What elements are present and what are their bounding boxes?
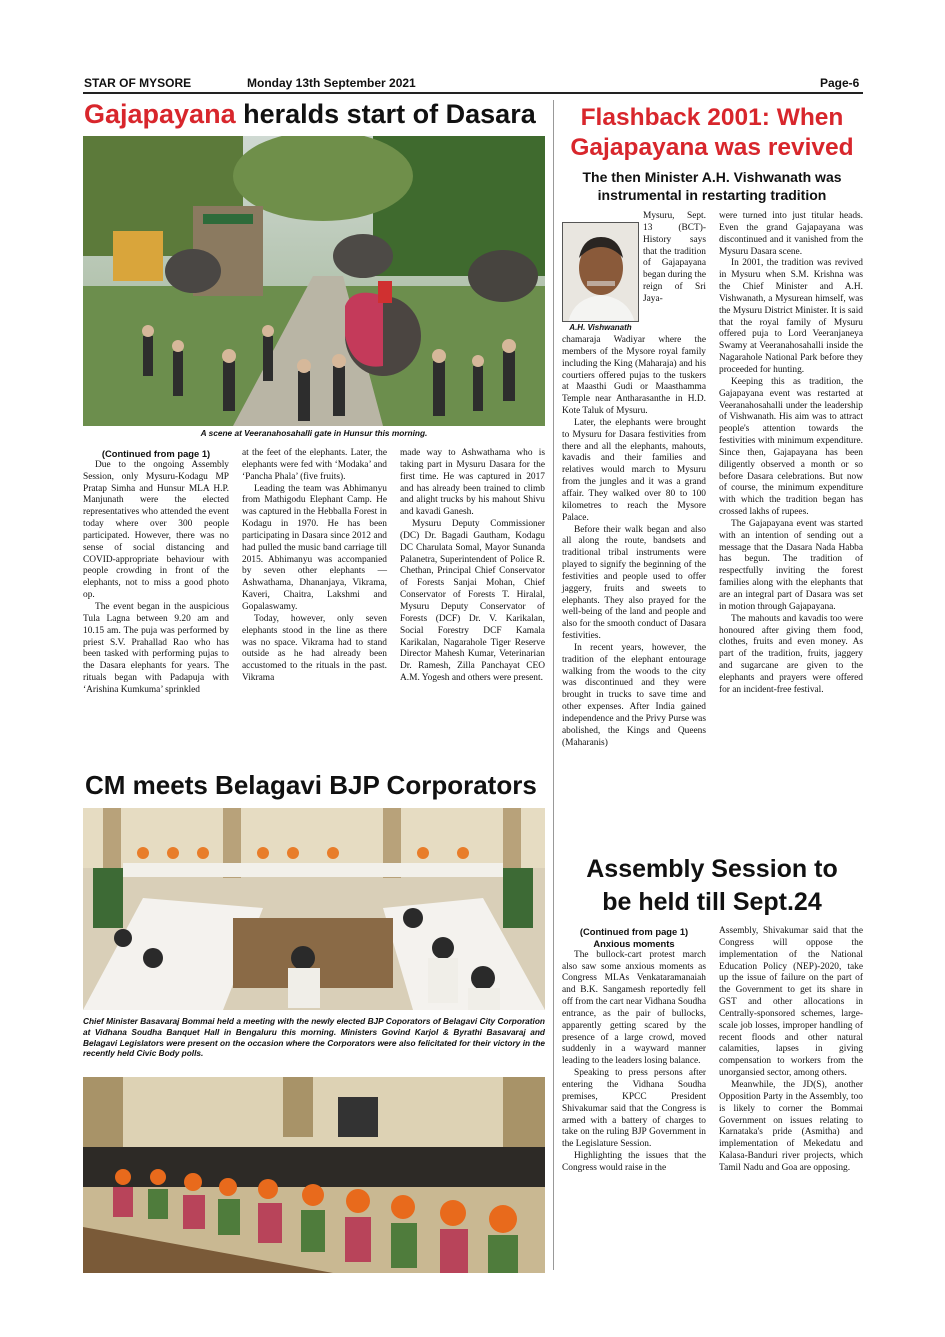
meeting-photo-caption: Chief Minister Basavaraj Bommai held a meeting with the newly elected BJP Coporators of Belagavi City Corporation at Vidhana Soudha Banquet Hall in Bengaluru this morning. Ministers Govind Karjol & Byrathi Basavaraj and Belagavi Legislators were present on the occasion where the Corporators were also felicitated for their victory in the recently held Civic Body polls. (83, 1016, 545, 1059)
elephants-photo-caption: A scene at Veeranahosahalli gate in Hunsur this morning. (200, 428, 428, 438)
assembly-subhead: Anxious moments (593, 937, 675, 949)
paper-name: STAR OF MYSORE (84, 76, 192, 90)
column-divider (553, 100, 554, 1270)
vishwanath-photo (562, 222, 639, 322)
paragraph: Leading the team was Abhimanyu from Mathigodu Elephant Camp. He was captured in the Hebballa Forest in Kodagu in 1970. He has been participating in Dasara since 2012 and had pulled the music band carriage till 2015. Abhimanyu was accompanied by seven other elephants — Ashwathama, Dhananjaya, Vikrama, Kaveri, Chaitra, Lakshmi and Gopalaswamy. (242, 483, 387, 612)
issue-date: Monday 13th September 2021 (247, 76, 416, 90)
assembly-headline-line1: Assembly Session to (586, 855, 838, 883)
paragraph: Due to the ongoing Assembly Session, only Mysuru-Kodagu MP Pratap Simha and Hunsur MLA H.P. Manjunath were the elected representatives who attended the event today where over 300 people participated. However, there was no sense of social distancing and COVID-appropriate behaviour with people crowding in front of the elephants, not to miss a good photo op. (83, 459, 229, 601)
assembly-column-2 (719, 926, 863, 1175)
paragraph: Later, the elephants were brought to Mysuru for Dasara festivities from there and all the elephants, mahouts, kavadis and their families and relatives would march to Mysuru from the jungles and it was a grand affair. They walked over 80 to 100 kilometres to reach the Mysore Palace. (562, 417, 706, 523)
paragraph: Mysuru Deputy Commissioner (DC) Dr. Bagadi Gautham, Kodagu DC Charulata Somal, Mayor Sunanda Palanetra, Superintendent of Police R. Chethan, Principal Chief Conservator of Forests Sanjai Mohan, Chief Conservator of Forests T. Hiralal, Mysuru Deputy Conservator of Forests (DCF) Dr. V. Karikalan, Social Forestry DCF Kamala Karikalan, Nagarahole Tiger Reserve Director Mahesh Kumar, Veterinarian Dr. Ramesh, Zilla Panchayat CEO A.M. Yogesh and others were present. (400, 519, 545, 684)
continued-label: (Continued from page 1) (579, 926, 689, 937)
assembly-column-1 (562, 926, 706, 1175)
gajapayana-headline (84, 101, 536, 128)
gajapayana-column-1 (83, 448, 229, 697)
paragraph: The mahouts and kavadis too were honoured after giving them food, clothes, fruits and even money. As part of the tradition, fruits, jaggery and sugarcane are given to the elephants and prayers were offered for an incident-free festival. (719, 613, 863, 695)
masthead-rule (83, 92, 863, 94)
paragraph: Before their walk began and also all along the route, bandsets and traditional tribal instruments were played to signify the beginning of the festivities and people used to offer jaggery, fruits and sweets to elephants. They also prayed for the well-being of the land and people and also for the smooth conduct of Dasara festivities. (562, 524, 706, 642)
paragraph: were turned into just titular heads. Even the grand Gajapayana was discontinued and it vanished from the Mysuru Dasara scene. (719, 211, 863, 257)
paragraph: The Gajapayana event was started with an intention of sending out a message that the Dasara Nada Habba has begun. The tradition of respectfully inviting the forest families along with the elephants that are an integral part of Dasara was set in motion through Gajapayana. (719, 518, 863, 612)
headline-rest: heralds start of Dasara (235, 99, 536, 129)
flashback-column-1-wrap (643, 211, 706, 306)
gajapayana-column-3 (400, 448, 545, 685)
continued-label: (Continued from page 1) (101, 448, 211, 459)
elephants-photo (83, 136, 545, 426)
flashback-column-2 (719, 211, 863, 697)
paragraph: Meanwhile, the JD(S), another Opposition Party in the Assembly, too is likely to corner the Bommai Government on issues relating to Karnataka's pride (Asmitha) and implementation of Mekedatu and Kalasa-Banduri river projects, which Tamil Nadu and Goa are opposing. (719, 1079, 863, 1173)
paragraph: The bullock-cart protest march also saw some anxious moments as Congress MLAs Venkataramanaiah and B.K. Sangamesh reportedly fell off from the cart near Vidhana Soudha entrance, as the pair of bullocks, apparently getting scared by the presence of a large crowd, moved suddenly in a wayward manner leading to the leaders losing balance. (562, 949, 706, 1067)
page-number: Page-6 (820, 76, 860, 90)
flashback-headline-line2: Gajapayana was revived (570, 134, 854, 161)
assembly-headline-line2: be held till Sept.24 (602, 888, 822, 916)
headline-red-word: Gajapayana (84, 99, 236, 129)
corporators-photo (83, 1077, 545, 1273)
paragraph: In 2001, the tradition was revived in Mysuru when S.M. Krishna was the Chief Minister and A.H. Vishwanath, a Mysurean himself, was the Mysuru District Minister. It is said that the royal family of Mysuru offered puja to Lord Veeranjaneya Swamy at Veeranahosahalli inside the Nagarahole National Park before they proceeded for hunting. (719, 258, 863, 375)
paragraph: at the feet of the elephants. Later, the elephants were fed with ‘Modaka’ and ‘Pancha Phala’ (five fruits). (242, 448, 387, 482)
flashback-subhead: The then Minister A.H. Vishwanath was instrumental in restarting tradition (582, 169, 842, 203)
paragraph: Mysuru, Sept. 13 (BCT)- History says that the tradition of Gajapayana began during the reign of Sri Jaya- (643, 211, 707, 304)
paragraph: Assembly, Shivakumar said that the Congress will oppose the implementation of the National Education Policy (NEP)-2020, take up the issue of failure on the part of the Government to get its share in GST and other allocations in Centrally-sponsored schemes, large-scale job losses, improper handling of recent floods and other natural calamities, lapses in giving compensation to workers from the unorgansied sector, among others. (719, 926, 863, 1079)
paragraph: chamaraja Wadiyar where the members of the Mysore royal family including the King (Maharaja) and his courtiers offered pujas to the tuskers at Maasthi Gudi or Maasthamma Temple near Antharasanthe in H.D. Kote Taluk of Mysuru. (562, 335, 706, 417)
paragraph: Speaking to press persons after entering the Vidhana Soudha premises, KPCC President Shivakumar said that the Congress is armed with a battery of charges to take on the ruling BJP Government in the Legislature Session. (562, 1068, 706, 1150)
paragraph: made way to Ashwathama who is taking part in Mysuru Dasara for the first time. He was captured in 2017 and has already been trained to climb and alight trucks by his mahout Shivu and kavadi Ganesh. (400, 448, 545, 518)
paragraph: Today, however, only seven elephants stood in the line as there was no space. Vikrama had to stand outside as he had already been accustomed to the rituals in the past. Vikrama (242, 613, 387, 684)
gajapayana-column-2 (242, 448, 387, 685)
paragraph: Highlighting the issues that the Congress would raise in the (562, 1151, 706, 1173)
paragraph: Keeping this as tradition, the Gajapayana event was restarted at Veeranahosahalli under the leadership of Vishwanath. His aim was to attract people's attention towards the festivities with minimum expenditure. Since then, Gajapayana has been diligently observed a month or so before Dasara celebrations. But now of course, the minimum expenditure with which the tradition began has crossed lakhs of rupees. (719, 376, 863, 518)
vishwanath-photo-caption: A.H. Vishwanath (569, 323, 632, 332)
paragraph: The event began in the auspicious Tula Lagna between 9.20 am and 10.15 am. The puja was performed by priest S.V. Prahallad Rao who has been tasked with performing pujas to the Dasara elephants for years. The rituals began with Padapuja with ‘Arishina Kumkuma’ sprinkled (83, 601, 229, 695)
meeting-photo (83, 808, 545, 1010)
flashback-headline-line1: Flashback 2001: When (580, 104, 844, 131)
paragraph: In recent years, however, the tradition of the elephant entourage walking from the woods to the city was discontinued and they were brought in trucks to save time and other expenses. After India gained independence and the Privy Purse was abolished, the Kings and Queens (Maharanis) (562, 642, 706, 748)
flashback-column-1 (562, 335, 706, 750)
cm-meets-headline: CM meets Belagavi BJP Corporators (85, 770, 537, 800)
